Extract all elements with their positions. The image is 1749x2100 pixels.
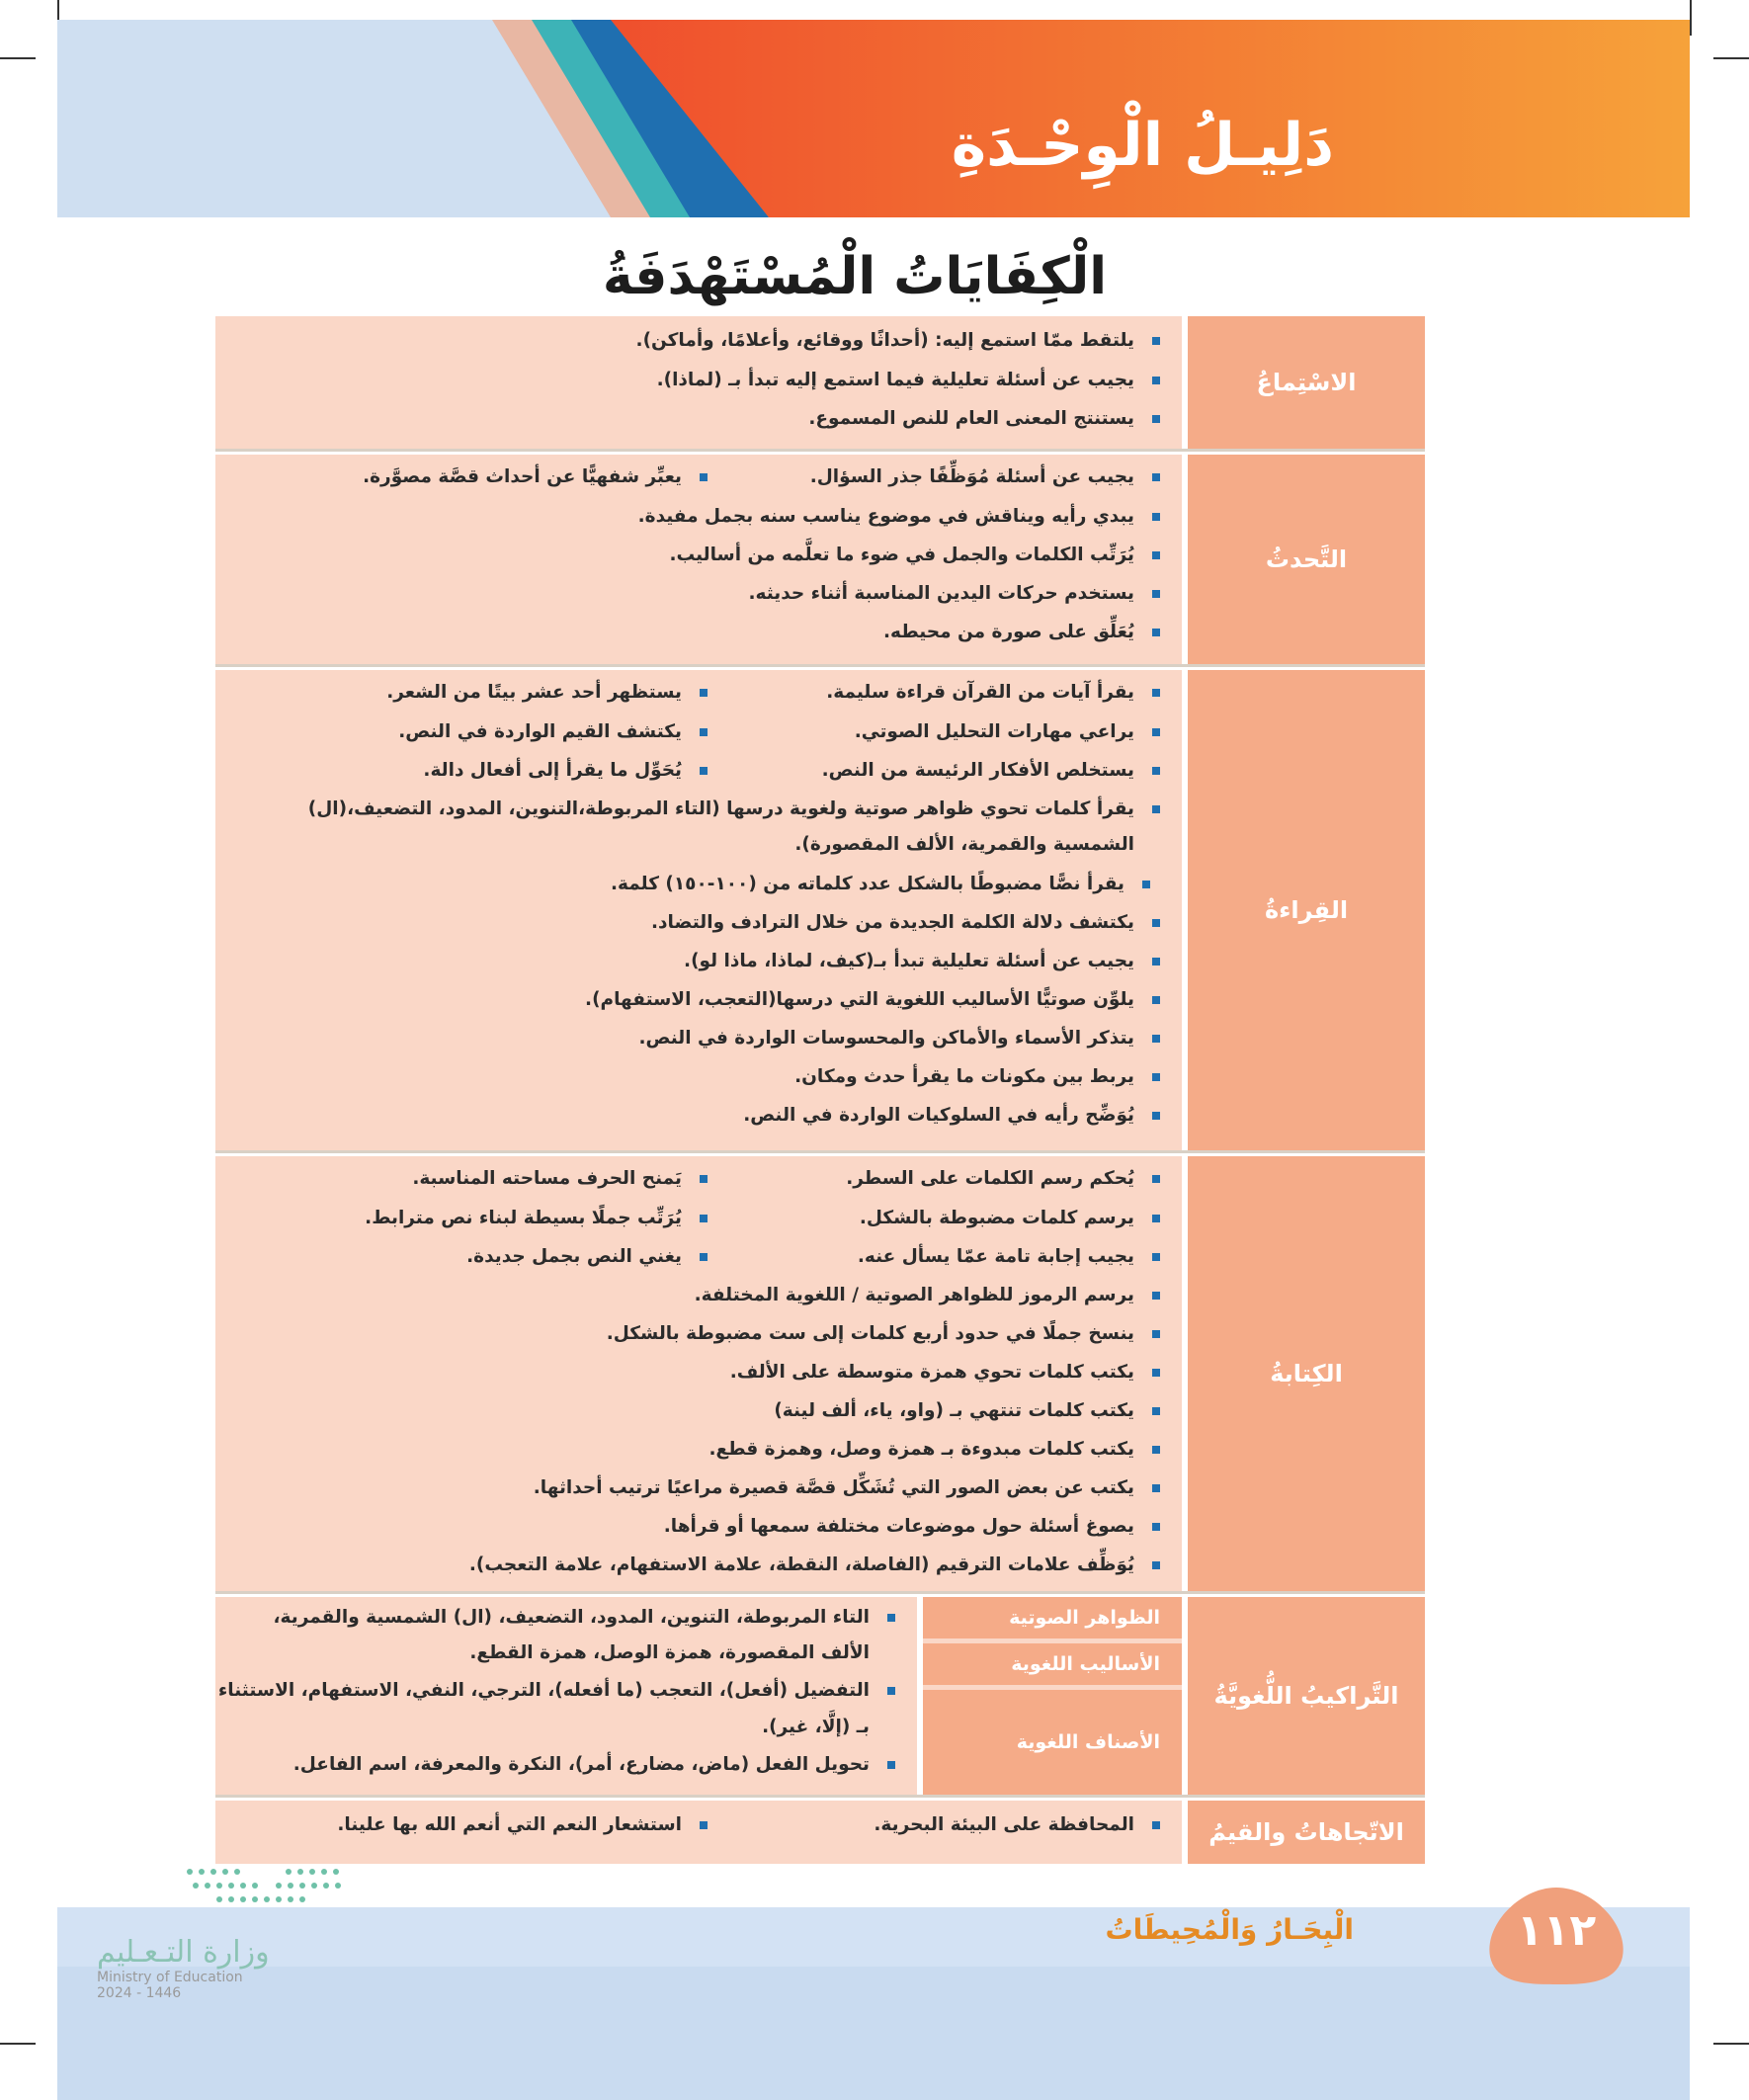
footer-band-lower bbox=[57, 1967, 1690, 2100]
list-item: يستخدم حركات اليدين المناسبة أثناء حديثه. bbox=[748, 583, 1160, 604]
bullet-icon bbox=[1152, 415, 1160, 423]
crop-mark bbox=[1713, 2043, 1749, 2045]
edition-year: 2024 - 1446 bbox=[97, 1985, 182, 2001]
bullet-icon bbox=[1152, 551, 1160, 559]
bullet-icon bbox=[700, 728, 708, 736]
bullet-icon bbox=[1152, 1215, 1160, 1222]
bullet-icon bbox=[700, 1215, 708, 1222]
section-structures bbox=[215, 1597, 1425, 1795]
bullet-icon bbox=[1152, 958, 1160, 966]
list-item: يربط بين مكونات ما يقرأ حدث ومكان. bbox=[794, 1066, 1160, 1087]
bullet-icon bbox=[1152, 590, 1160, 598]
bullet-icon bbox=[1152, 1253, 1160, 1261]
bullet-icon bbox=[700, 473, 708, 481]
list-item: يكتب عن بعض الصور التي تُشَكِّل قصَّة قصيرة مراعيًا ترتيب أحداثها. bbox=[534, 1477, 1160, 1498]
section-divider bbox=[215, 664, 1425, 667]
bullet-icon bbox=[700, 689, 708, 697]
list-item: يكتشف دلالة الكلمة الجديدة من خلال الترادف والتضاد. bbox=[651, 912, 1160, 933]
section-writing bbox=[215, 1156, 1425, 1591]
header-stripes bbox=[57, 20, 1690, 217]
bullet-icon bbox=[1152, 377, 1160, 384]
section-label-writing: الكِتابةُ bbox=[1188, 1156, 1425, 1591]
ministry-logo-dots bbox=[180, 1862, 358, 1913]
bullet-icon bbox=[700, 767, 708, 775]
list-item: يستنتج المعنى العام للنص المسموع. bbox=[808, 408, 1160, 429]
list-item: يراعي مهارات التحليل الصوتي. bbox=[855, 721, 1160, 742]
list-item: يصوغ أسئلة حول موضوعات مختلفة سمعها أو قرأها. bbox=[664, 1516, 1160, 1537]
section-reading bbox=[215, 670, 1425, 1150]
section-label-listening: الاسْتِماعُ bbox=[1188, 316, 1425, 449]
ministry-name-ar: وزارة التـعـليم bbox=[97, 1935, 270, 1970]
list-item: يبدي رأيه ويناقش في موضوع يناسب سنه بجمل مفيدة. bbox=[638, 506, 1160, 527]
bullet-icon bbox=[887, 1687, 895, 1695]
bullet-icon bbox=[1152, 1073, 1160, 1081]
bullet-icon bbox=[1152, 629, 1160, 636]
bullet-icon bbox=[700, 1175, 708, 1183]
bullet-icon bbox=[1152, 1292, 1160, 1300]
bullet-icon bbox=[1152, 767, 1160, 775]
list-item: يكتب كلمات مبدوءة بـ همزة وصل، وهمزة قطع. bbox=[708, 1439, 1160, 1460]
section-speaking bbox=[215, 455, 1425, 664]
list-item: ينسخ جملًا في حدود أربع كلمات إلى ست مضبوطة بالشكل. bbox=[607, 1323, 1160, 1344]
bullet-icon bbox=[1152, 1561, 1160, 1569]
list-item: يستخلص الأفكار الرئيسة من النص. bbox=[822, 760, 1160, 781]
bullet-icon bbox=[1152, 473, 1160, 481]
unit-header-banner bbox=[57, 20, 1690, 217]
bullet-icon bbox=[1152, 1035, 1160, 1043]
list-item: يجيب إجابة تامة عمّا يسأل عنه. bbox=[858, 1246, 1160, 1267]
section-divider bbox=[215, 1591, 1425, 1594]
list-item: يكتب كلمات تحوي همزة متوسطة على الألف. bbox=[730, 1362, 1160, 1383]
list-item-continuation: الألف المقصورة، همزة الوصل، همزة القطع. bbox=[469, 1642, 870, 1663]
page-title bbox=[0, 247, 1749, 306]
list-item: تحويل الفعل (ماض، مضارع، أمر)، النكرة والمعرفة، اسم الفاعل. bbox=[293, 1754, 895, 1775]
bullet-icon bbox=[1152, 919, 1160, 927]
unit-title: دَلِيـلُ الْوِحْـدَةِ bbox=[951, 111, 1334, 180]
list-item: استشعار النعم التي أنعم الله بها علينا. bbox=[337, 1814, 708, 1835]
bullet-icon bbox=[1152, 513, 1160, 521]
crop-mark bbox=[0, 2043, 36, 2045]
section-content-reading bbox=[215, 670, 1182, 1150]
section-content-speaking bbox=[215, 455, 1182, 664]
list-item: يقرأ آيات من القرآن قراءة سليمة. bbox=[826, 682, 1160, 703]
section-divider bbox=[215, 1795, 1425, 1798]
bullet-icon bbox=[1152, 1484, 1160, 1492]
list-item: يكتب كلمات تنتهي بـ (واو، ياء، ألف لينة) bbox=[774, 1400, 1160, 1421]
crop-mark bbox=[1690, 0, 1692, 36]
list-item: يَمنح الحرف مساحته المناسبة. bbox=[412, 1168, 708, 1189]
list-item: يُحكم رسم الكلمات على السطر. bbox=[846, 1168, 1160, 1189]
bullet-icon bbox=[1152, 1330, 1160, 1338]
list-item: يلتقط ممّا استمع إليه: (أحداثًا ووقائع، وأعلامًا، وأماكن). bbox=[636, 330, 1160, 351]
crop-mark bbox=[0, 57, 36, 59]
sub-label-phonetic: الظواهر الصوتية bbox=[923, 1597, 1182, 1638]
bullet-icon bbox=[1152, 1407, 1160, 1415]
section-content-values bbox=[215, 1801, 1182, 1864]
bullet-icon bbox=[1152, 1112, 1160, 1120]
page-title-text: الْكِفَايَاتُ الْمُسْتَهْدَفَةُ bbox=[602, 247, 1108, 306]
section-label-structures: التَّراكيبُ اللُّغويَّةُ bbox=[1188, 1597, 1425, 1795]
bullet-icon bbox=[1152, 1523, 1160, 1531]
list-item-continuation: الشمسية والقمرية، الألف المقصورة). bbox=[794, 834, 1134, 855]
list-item: يجيب عن أسئلة تعليلية فيما استمع إليه تبدأ بـ (لماذا). bbox=[657, 370, 1160, 390]
list-item: يغني النص بجمل جديدة. bbox=[466, 1246, 708, 1267]
bullet-icon bbox=[1152, 689, 1160, 697]
bullet-icon bbox=[1152, 1446, 1160, 1454]
list-item: يُحَوِّل ما يقرأ إلى أفعال دالة. bbox=[423, 760, 708, 781]
section-content-structures bbox=[215, 1597, 1182, 1795]
bullet-icon bbox=[1152, 1175, 1160, 1183]
bullet-icon bbox=[1152, 1821, 1160, 1829]
bullet-icon bbox=[1152, 1369, 1160, 1377]
bullet-icon bbox=[1152, 805, 1160, 813]
list-item-continuation: بـ (إلَّا، غير). bbox=[762, 1717, 870, 1737]
list-item: يرسم كلمات مضبوطة بالشكل. bbox=[860, 1208, 1160, 1228]
section-content-listening bbox=[215, 316, 1182, 449]
list-item: يستظهر أحد عشر بيتًا من الشعر. bbox=[386, 682, 708, 703]
section-divider bbox=[215, 1150, 1425, 1153]
bullet-icon bbox=[1152, 996, 1160, 1004]
list-item: التفضيل (أفعل)، التعجب (ما أفعله)، الترجي، النفي، الاستفهام، الاستثناء bbox=[218, 1680, 895, 1701]
bullet-icon bbox=[887, 1761, 895, 1769]
list-item: يكتشف القيم الواردة في النص. bbox=[398, 721, 708, 742]
crop-mark bbox=[1713, 57, 1749, 59]
bullet-icon bbox=[700, 1821, 708, 1829]
bullet-icon bbox=[887, 1614, 895, 1622]
list-item: يلوِّن صوتيًّا الأساليب اللغوية التي درسها(التعجب، الاستفهام). bbox=[585, 989, 1160, 1010]
section-values bbox=[215, 1801, 1425, 1864]
list-item: يجيب عن أسئلة تعليلية تبدأ بـ(كيف، لماذا، ماذا لو). bbox=[684, 951, 1160, 971]
ministry-logo bbox=[97, 1935, 270, 2001]
list-item: يجيب عن أسئلة مُوَظِّفًا جذر السؤال. bbox=[810, 466, 1160, 487]
list-item: التاء المربوطة، التنوين، المدود، التضعيف، (ال) الشمسية والقمرية، bbox=[274, 1607, 896, 1628]
page-number: ١١٢ bbox=[1516, 1905, 1597, 1956]
list-item: يقرأ نصًّا مضبوطًا بالشكل عدد كلماته من (١٠٠-١٥٠) كلمة. bbox=[611, 874, 1150, 894]
list-item: يُعَلِّق على صورة من محيطه. bbox=[883, 622, 1160, 642]
bullet-icon bbox=[1142, 881, 1150, 888]
list-item: يقرأ كلمات تحوي ظواهر صوتية ولغوية درسها (التاء المربوطة،التنوين، المدود، التضعيف،(ال) bbox=[308, 798, 1160, 819]
bullet-icon bbox=[1152, 337, 1160, 345]
section-listening bbox=[215, 316, 1425, 449]
bullet-icon bbox=[1152, 728, 1160, 736]
sub-label-categories: الأصناف اللغوية bbox=[923, 1690, 1182, 1795]
section-label-values: الاتّجاهاتُ والقيمُ bbox=[1188, 1801, 1425, 1864]
list-item: يرسم الرموز للظواهر الصوتية / اللغوية المختلفة. bbox=[695, 1285, 1160, 1305]
bullet-icon bbox=[700, 1253, 708, 1261]
ministry-name-en: Ministry of Education bbox=[97, 1970, 243, 1985]
section-label-speaking: التَّحدثُ bbox=[1188, 455, 1425, 664]
section-divider bbox=[215, 449, 1425, 452]
sub-divider bbox=[917, 1597, 923, 1795]
list-item: المحافظة على البيئة البحرية. bbox=[874, 1814, 1160, 1835]
unit-name: الْبِحَـارُ وَالْمُحِيطَاتُ bbox=[1105, 1913, 1354, 1946]
list-item: يُوَضِّح رأيه في السلوكيات الواردة في النص. bbox=[743, 1105, 1160, 1126]
list-item: يعبِّر شفهيًّا عن أحداث قصَّة مصوَّرة. bbox=[363, 466, 708, 487]
list-item: يُرَتِّب الكلمات والجمل في ضوء ما تعلَّمه من أساليب. bbox=[669, 545, 1160, 565]
list-item: يُوَظِّف علامات الترقيم (الفاصلة، النقطة، علامة الاستفهام، علامة التعجب). bbox=[469, 1554, 1160, 1575]
section-content-writing bbox=[215, 1156, 1182, 1591]
section-label-reading: القِراءةُ bbox=[1188, 670, 1425, 1150]
list-item: يُرَتِّب جملًا بسيطة لبناء نص مترابط. bbox=[365, 1208, 708, 1228]
sub-label-styles: الأساليب اللغوية bbox=[923, 1643, 1182, 1685]
list-item: يتذكر الأسماء والأماكن والمحسوسات الواردة في النص. bbox=[638, 1028, 1160, 1049]
